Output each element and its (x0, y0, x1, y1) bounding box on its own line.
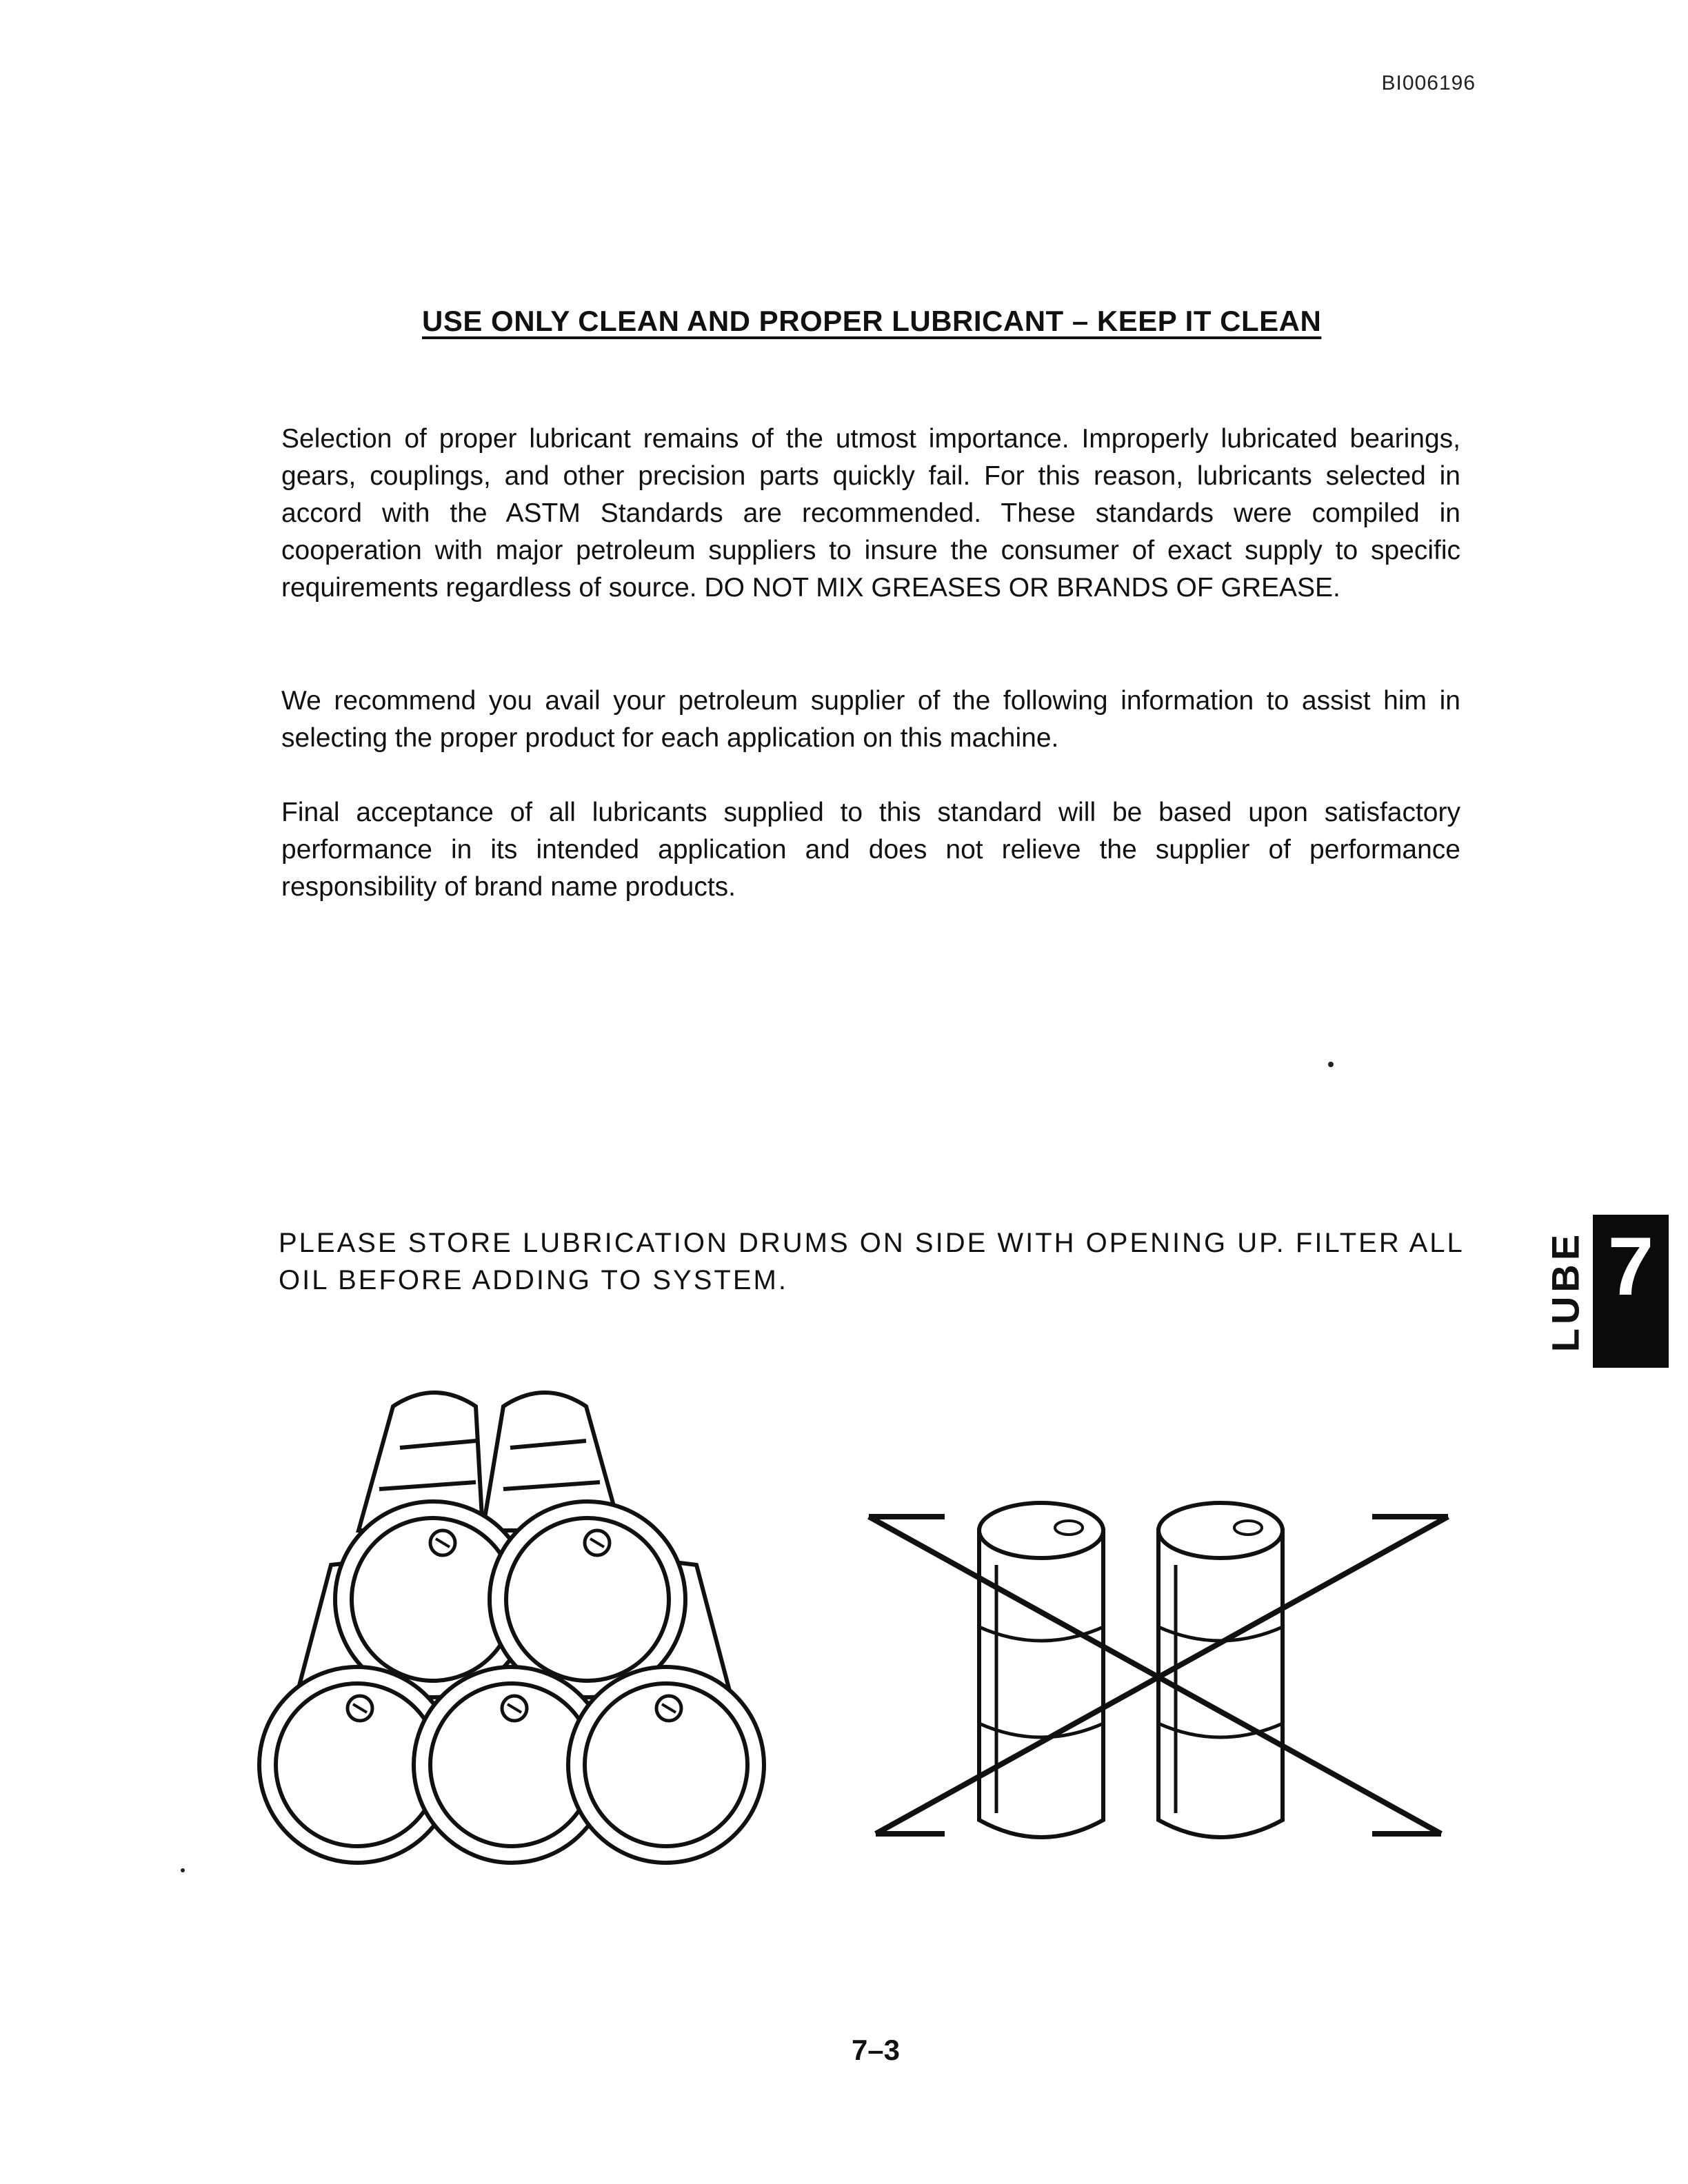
section-tab[interactable] (1538, 1215, 1669, 1368)
document-id: BI006196 (1381, 72, 1476, 94)
storage-notice: PLEASE STORE LUBRICATION DRUMS ON SIDE WITH OPENING UP. FILTER ALL OIL BEFORE ADDING TO SYSTEM. (279, 1228, 1464, 1295)
paragraph-supplier-recommendation: We recommend you avail your petroleum supplier of the following information to assist him in selecting the proper product for each application on this machine. (281, 686, 1460, 753)
drums-upright-crossed-out-illustration (862, 1482, 1455, 1868)
page-number: 7–3 (851, 2034, 901, 2066)
paragraph-lubricant-selection: Selection of proper lubricant remains of the utmost importance. Improperly lubricated bearings, gears, couplings, and other precision parts quickly fail. For this reason, lubricants selected in accord with the ASTM Standards are recommended. These standards were compiled in cooperation with major petroleum suppliers to insure the consumer of exact supply to specific requirements regardless of source. DO NOT MIX GREASES OR BRANDS OF GREASE. (281, 424, 1460, 603)
drums-on-side-illustration (255, 1372, 834, 1882)
section-tab-number-block (1593, 1215, 1669, 1368)
scan-speck (1328, 1062, 1334, 1067)
section-tab-number: 7 (1607, 1220, 1654, 1313)
scan-speck (181, 1868, 185, 1872)
page-title: USE ONLY CLEAN AND PROPER LUBRICANT – KEEP IT CLEAN (422, 305, 1322, 337)
paragraph-final-acceptance: Final acceptance of all lubricants supplied to this standard will be based upon satisfactory performance in its intended application and does not relieve the supplier of performance responsibility of brand name products. (281, 798, 1460, 902)
section-tab-label: LUBE (1543, 1230, 1587, 1353)
